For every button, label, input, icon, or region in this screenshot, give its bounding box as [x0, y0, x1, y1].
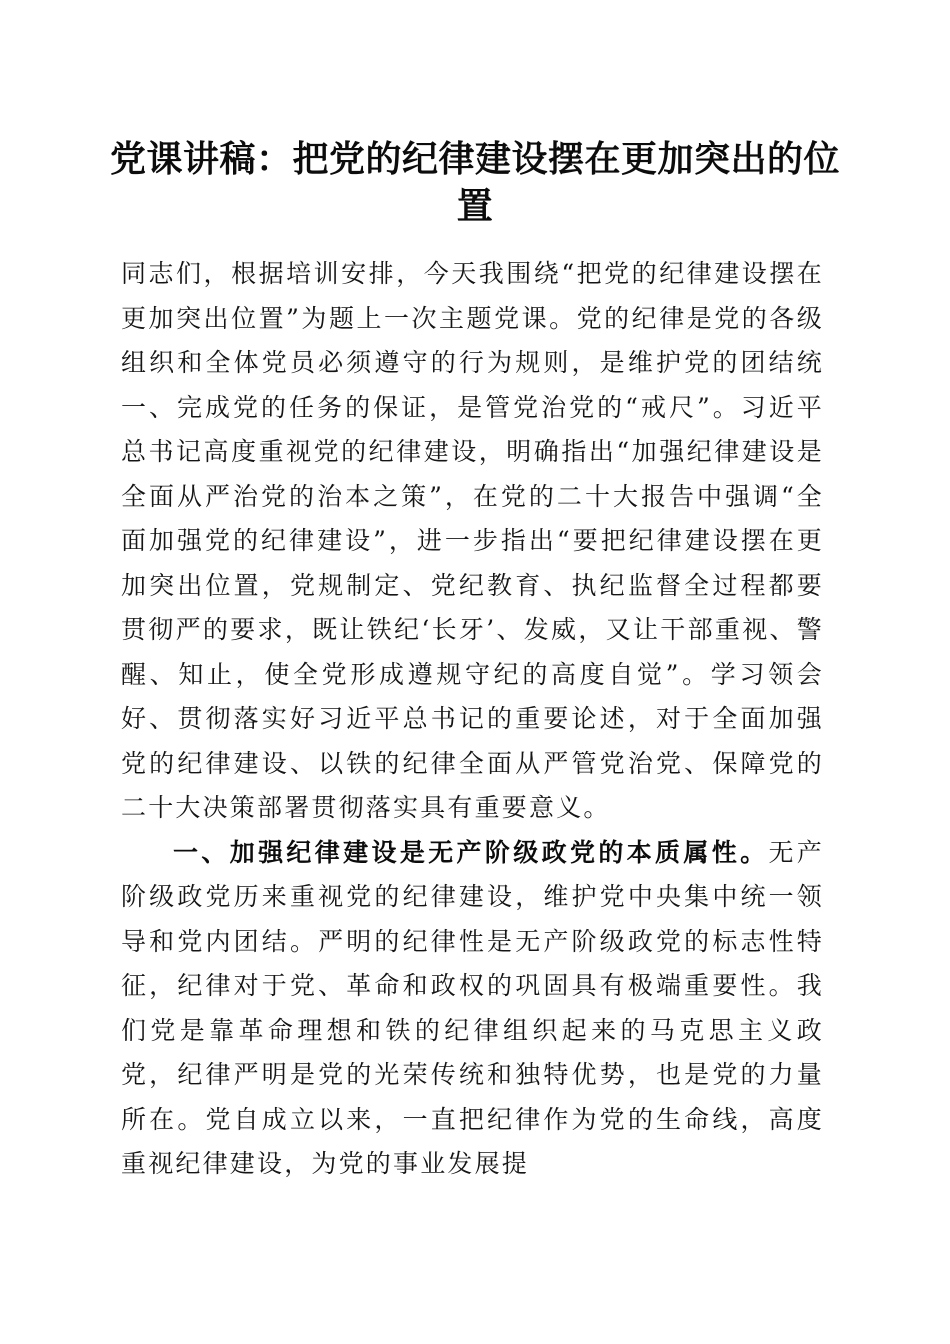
intro-paragraph: 同志们，根据培训安排，今天我围绕“把党的纪律建设摆在更加突出位置”为题上一次主题党课。党的纪律是党的各级组织和全体党员必须遵守的行为规则，是维护党的团结统一、完成党的任务的保证，是管党治党的“戒尺”。习近平总书记高度重视党的纪律建设，明确指出“加强纪律建设是全面从严治党的治本之策”，在党的二十大报告中强调“全面加强党的纪律建设”，进一步指出“要把纪律建设摆在更加突出位置，党规制定、党纪教育、执纪监督全过程都要贯彻严的要求，既让铁纪‘长牙’、发威，又让干部重视、警醒、知止，使全党形成遵规守纪的高度自觉”。学习领会好、贯彻落实好习近平总书记的重要论述，对于全面加强党的纪律建设、以铁的纪律全面从严管党治党、保障党的二十大决策部署贯彻落实具有重要意义。: [121, 259, 824, 822]
section-one-paragraph: [121, 831, 824, 1187]
document-title: 党课讲稿：把党的纪律建设摆在更加突出的位置: [110, 138, 841, 227]
section-one-heading: 一、加强纪律建设是无产阶级政党的本质属性。: [173, 837, 769, 867]
section-one-text: 无产阶级政党历来重视党的纪律建设，维护党中央集中统一领导和党内团结。严明的纪律性是无产阶级政党的标志性特征，纪律对于党、革命和政权的巩固具有极端重要性。我们党是靠革命理想和铁的纪律组织起来的马克思主义政党，纪律严明是党的光荣传统和独特优势，也是党的力量所在。党自成立以来，一直把纪律作为党的生命线，高度重视纪律建设，为党的事业发展提: [121, 837, 825, 1178]
document-body: [121, 252, 824, 1187]
